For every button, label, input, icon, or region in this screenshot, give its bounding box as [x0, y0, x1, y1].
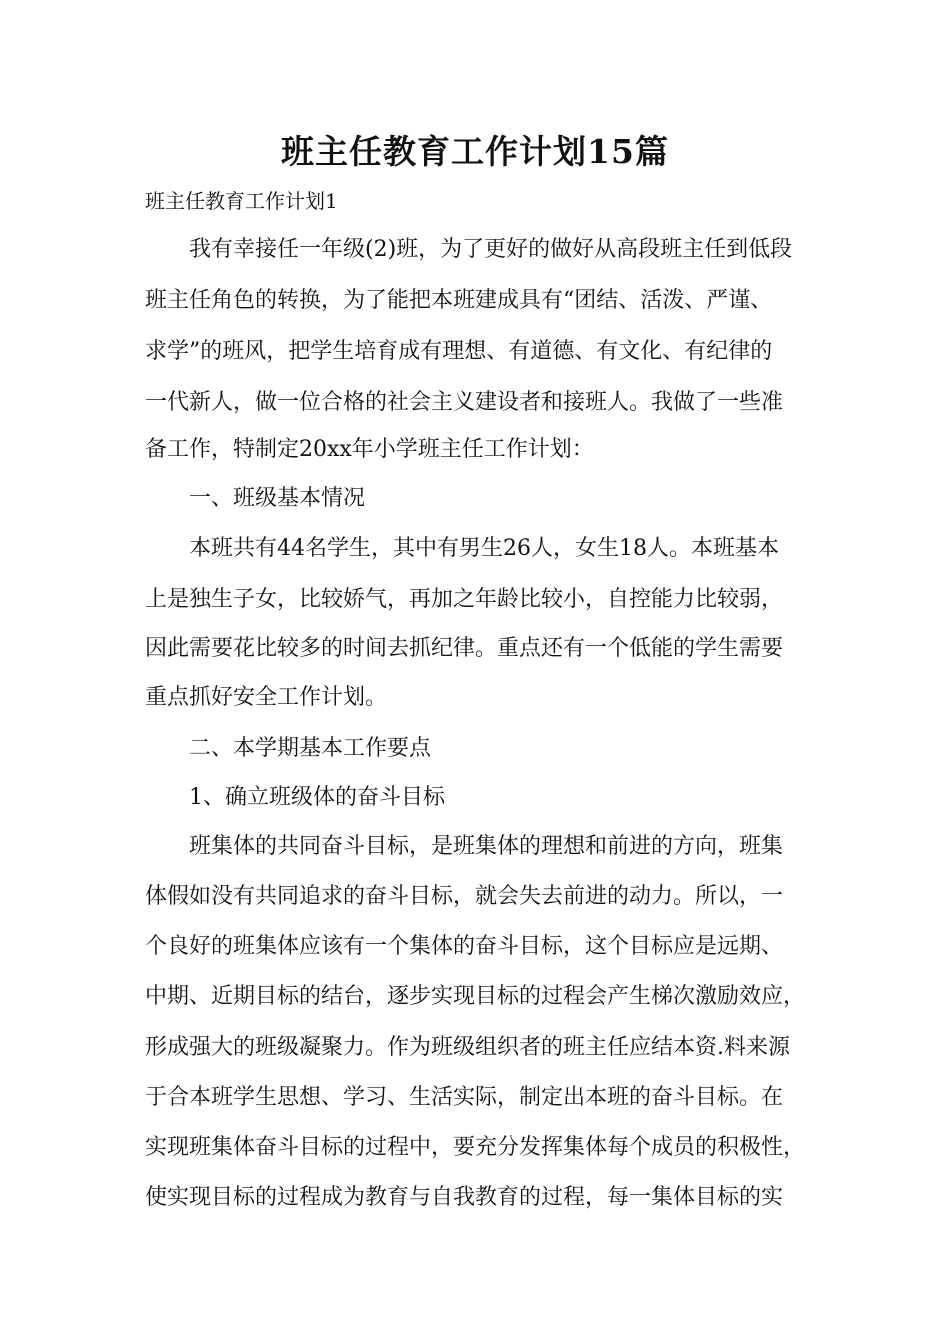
paragraph-line: 重点抓好安全工作计划。 — [145, 685, 388, 710]
paragraph-line: 实现班集体奋斗目标的过程中，要充分发挥集体每个成员的积极性， — [145, 1135, 806, 1160]
paragraph-line: 班主任角色的转换，为了能把本班建成具有“团结、活泼、严谨、 — [145, 288, 773, 313]
paragraph-line: 一代新人，做一位合格的社会主义建设者和接班人。我做了一些准 — [145, 390, 784, 415]
paragraph-line: 我有幸接任一年级(2)班，为了更好的做好从高段班主任到低段 — [189, 237, 793, 262]
paragraph-line: 中期、近期目标的结台，逐步实现目标的过程会产生梯次激励效应， — [145, 984, 806, 1009]
subsection-heading: 1、确立班级体的奋斗目标 — [189, 785, 445, 810]
paragraph-line: 备工作，特制定20xx年小学班主任工作计划： — [145, 437, 594, 462]
paragraph-line: 使实现目标的过程成为教育与自我教育的过程，每一集体目标的实 — [145, 1185, 784, 1210]
paragraph-line: 体假如没有共同追求的奋斗目标，就会失去前进的动力。所以，一 — [145, 884, 784, 909]
paragraph-line: 求学”的班风，把学生培育成有理想、有道德、有文化、有纪律的 — [145, 339, 773, 364]
paragraph-line: 因此需要花比较多的时间去抓纪律。重点还有一个低能的学生需要 — [145, 636, 784, 661]
paragraph-line: 形成强大的班级凝聚力。作为班级组织者的班主任应结本资.料来源 — [145, 1035, 790, 1060]
document-title: 班主任教育工作计划15篇 — [281, 132, 669, 171]
paragraph-line: 班集体的共同奋斗目标，是班集体的理想和前进的方向，班集 — [189, 834, 784, 859]
paragraph-line: 个良好的班集体应该有一个集体的奋斗目标，这个目标应是远期、 — [145, 934, 784, 959]
paragraph-line: 上是独生子女，比较娇气，再加之年龄比较小，自控能力比较弱， — [145, 587, 784, 612]
paragraph-line: 于合本班学生思想、学习、生活实际，制定出本班的奋斗目标。在 — [145, 1085, 784, 1110]
paragraph-line: 本班共有44名学生，其中有男生26人，女生18人。本班基本 — [189, 536, 779, 561]
section-subtitle: 班主任教育工作计划1 — [145, 189, 338, 213]
section-heading: 二、本学期基本工作要点 — [189, 736, 432, 761]
section-heading: 一、班级基本情况 — [189, 486, 366, 511]
